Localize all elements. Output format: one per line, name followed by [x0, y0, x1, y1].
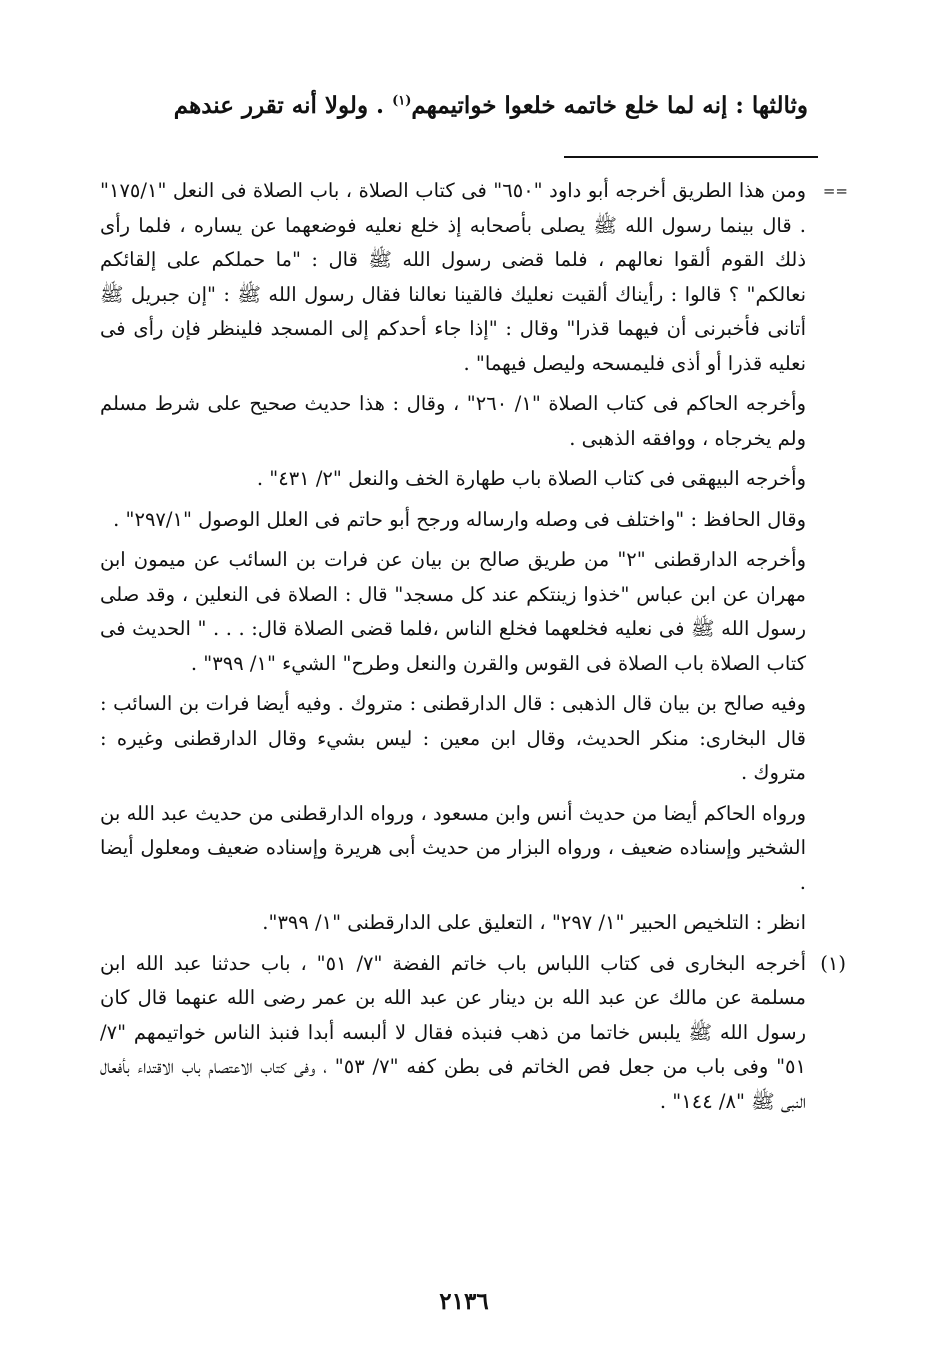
footnote-reference: (١) — [392, 93, 412, 109]
note-paragraph — [100, 174, 848, 381]
footnote-text: أخرجه البخارى فى كتاب اللباس باب خاتم الفضة "٧/ ٥١" ، باب حدثنا عبد الله ابن مسلمة عن مالك عن عبد الله بن دينار عن عبد الله بن عمر رضى الله عنهما قال كان رسول الله ﷺ يلبس خاتما من ذهب فنبذه فقال لا ألبسه أبدا فنبذ الناس خواتيمهم "٧/ ٥١" وفى باب من جعل فص الخاتم فى بطن كفه "٧/ ٥٣" ، وفى كتاب الاعتصام باب الاقتداء بأفعال النبى ﷺ "٨/ ١٤٤" . — [100, 951, 806, 1113]
note-text: ورواه الحاكم أيضا من حديث أنس وابن مسعود ، ورواه الدارقطنى من حديث عبد الله بن الشخير وإسناده ضعيف ، ورواه البزار من حديث أبى هريرة وإسناده ضعيف ومعلول أيضا . — [100, 801, 806, 894]
footnotes — [100, 174, 848, 1125]
note-text: وأخرجه البيهقى فى كتاب الصلاة باب طهارة الخف والنعل "٢/ ٤٣١" . — [256, 467, 806, 490]
note-text: وقال الحافظ : "واختلف فى وصله وارساله ورجح أبو حاتم فى العلل الوصول "٢٩٧/١" . — [113, 507, 806, 531]
footnote-number: (١) — [820, 951, 846, 975]
note-text: انظر : التلخيص الحبير "١/ ٢٩٧" ، التعليق على الدارقطنى "١/ ٣٩٩". — [262, 911, 806, 934]
note-paragraph — [100, 503, 828, 538]
note-text: ومن هذا الطريق أخرجه أبو داود "٦٥٠" فى كتاب الصلاة ، باب الصلاة فى النعل "١٧٥/١" . قال بينما رسول الله ﷺ يصلى بأصحابه إذ خلع نعليه فوضعهما عن يساره ، فلما رأى ذلك القوم ألقوا نعالهم ، فلما قضى رسول الله ﷺ قال : "ما حملكم على إلقائكم نعالكم" ؟ قالوا : رأيناك ألقيت نعليك فالقينا نعالنا فقال رسول الله ﷺ : "إن جبريل ﷺ أتانى فأخبرنى أن فيهما قذرا" وقال : "إذا جاء أحدكم إلى المسجد فلينظر فإن رأى فى نعليه قذرا أو أذى فليمسحه وليصل فيهما" . — [100, 179, 806, 375]
continuation-marker: == — [822, 182, 848, 200]
main-text-after-ref: . ولولا أنه تقرر عندهم — [173, 92, 393, 119]
note-paragraph — [100, 797, 828, 901]
footnote-1 — [100, 947, 846, 1120]
note-text: وفيه صالح بن بيان قال الذهبى : قال الدارقطنى : متروك . وفيه أيضا فرات بن السائب : قال البخارى: منكر الحديث، وقال ابن معين : ليس بشيء وقال الدارقطنى وغيره : متروك . — [100, 692, 806, 784]
note-paragraph — [100, 687, 828, 791]
main-text — [100, 84, 808, 128]
note-paragraph — [100, 543, 828, 681]
note-text: وأخرجه الحاكم فى كتاب الصلاة "١/ ٢٦٠" ، وقال : هذا حديث صحيح على شرط مسلم ولم يخرجاه ، ووافقه الذهبى . — [100, 392, 806, 450]
footnote-separator — [564, 156, 818, 158]
page-number: ٢١٣٦ — [439, 1288, 489, 1315]
main-text-before-ref: وثالثها : إنه لما خلع خاتمه خلعوا خواتيمهم — [411, 92, 808, 119]
note-paragraph — [100, 387, 828, 456]
note-paragraph — [100, 462, 828, 497]
note-paragraph — [100, 906, 828, 941]
note-text: وأخرجه الدارقطنى "٢" من طريق صالح بن بيان عن فرات بن السائب عن ميمون ابن مهران عن ابن عباس "خذوا زينتكم عند كل مسجد" قال : الصلاة فى النعلين ، وقد صلى رسول الله ﷺ فى نعليه فخلعهما فخلع الناس ،فلما قضى الصلاة قال: . . . " الحديث فى كتاب الصلاة باب الصلاة فى القوس والقرن والنعل وطرح" الشيء "١/ ٣٩٩" . — [100, 548, 806, 675]
